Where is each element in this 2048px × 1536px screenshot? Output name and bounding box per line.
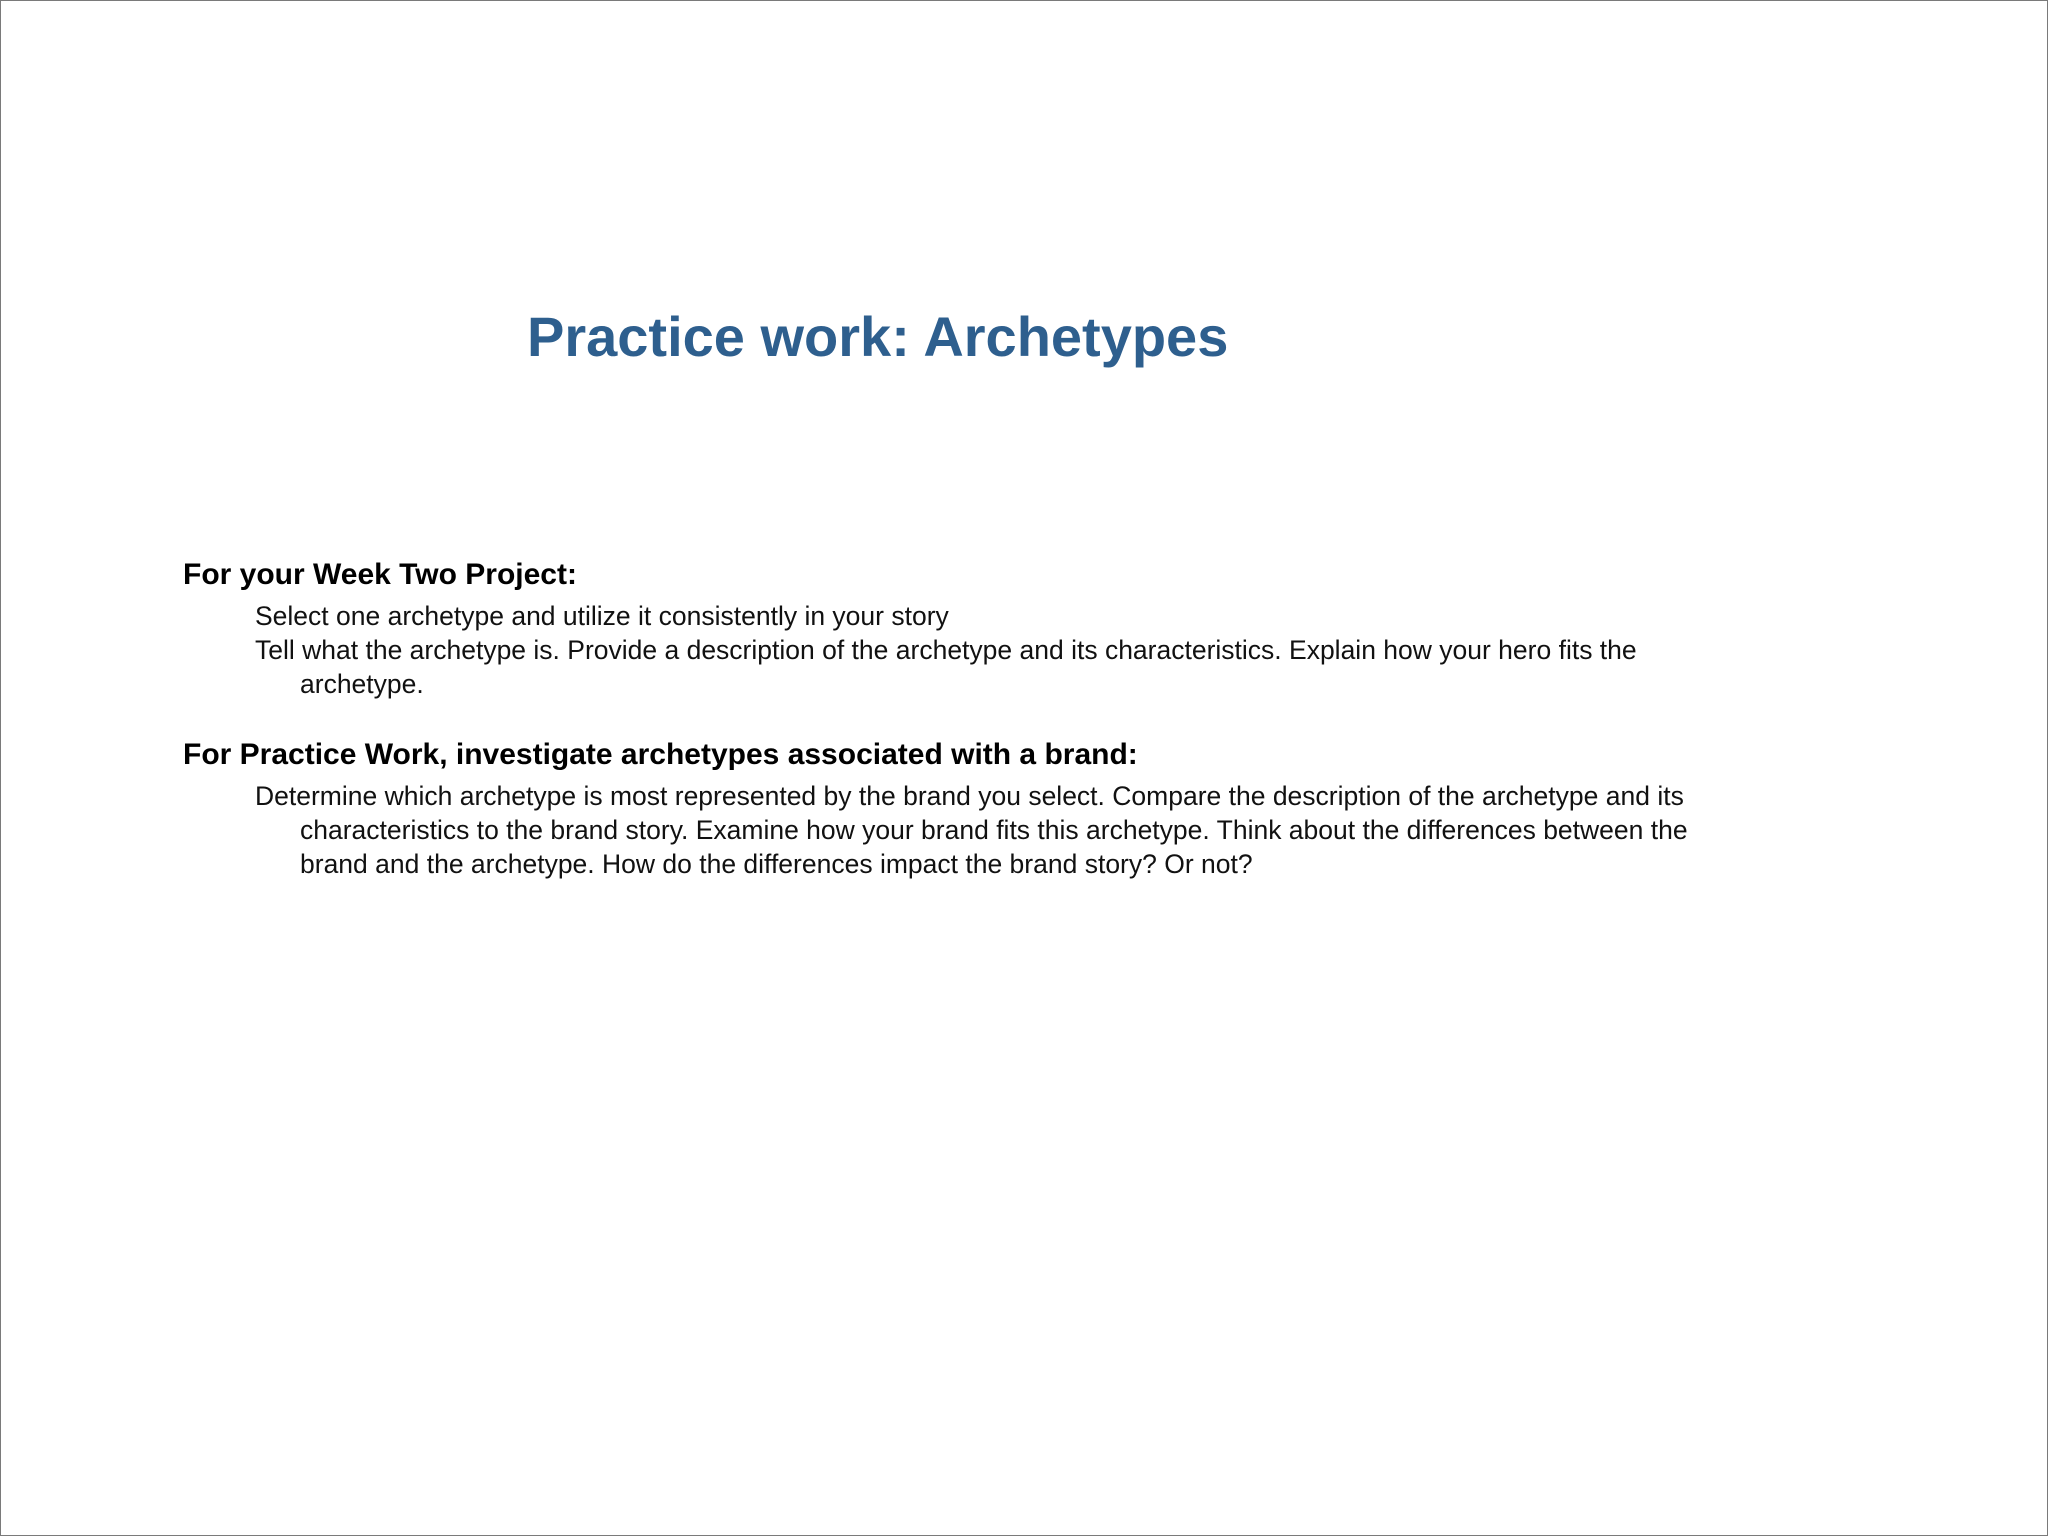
bullet-list <box>183 599 1743 701</box>
list-item: Tell what the archetype is. Provide a description of the archetype and its characteristics. Explain how your hero fits the archetype. <box>255 635 1637 699</box>
bullet-list <box>183 779 1743 881</box>
section-heading: For your Week Two Project: <box>183 558 577 591</box>
section-heading: For Practice Work, investigate archetypes associated with a brand: <box>183 738 1138 771</box>
slide-title: Practice work: Archetypes <box>527 305 1229 368</box>
section-week-two-project <box>183 553 1743 701</box>
list-item: Select one archetype and utilize it consistently in your story <box>255 601 949 631</box>
section-practice-work <box>183 733 1743 881</box>
list-item: Determine which archetype is most represented by the brand you select. Compare the description of the archetype and its characteristics to the brand story. Examine how your brand fits this archetype. Think about the differences between the brand and the archetype. How do the differences impact the brand story? Or not? <box>255 781 1688 879</box>
